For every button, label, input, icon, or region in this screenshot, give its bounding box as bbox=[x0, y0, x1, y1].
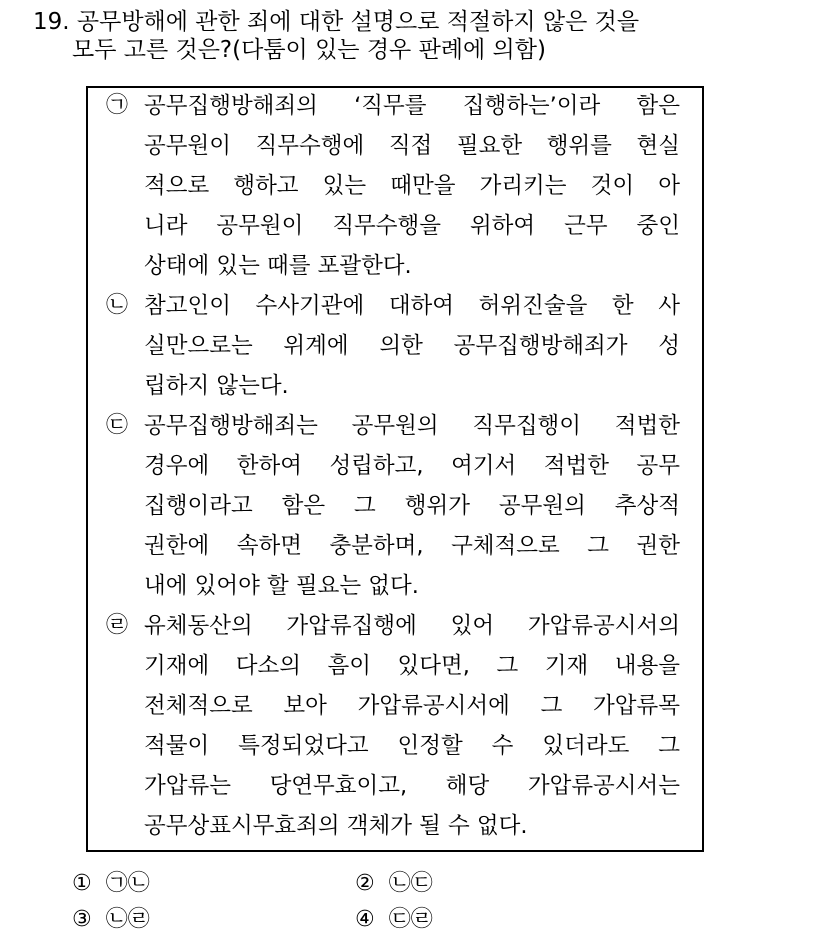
statement-line: 공무원이 직무수행에 직접 필요한 행위를 현실 bbox=[144, 133, 680, 159]
statement-line: 립하지 않는다. bbox=[144, 373, 289, 399]
choice-3[interactable] bbox=[72, 905, 150, 935]
statement-item bbox=[106, 286, 688, 406]
choice-answer: ㉡㉢ bbox=[388, 871, 433, 896]
statement-line: 니라 공무원이 직무수행을 위하여 근무 중인 bbox=[144, 213, 680, 239]
statement-line: 적으로 행하고 있는 때만을 가리키는 것이 아 bbox=[144, 173, 680, 199]
question-stem-text: 공무방해에 관한 죄에 대한 설명으로 적절하지 않은 것을 bbox=[76, 9, 640, 35]
choice-answer: ㉠㉡ bbox=[105, 871, 150, 896]
statement-item bbox=[106, 606, 688, 846]
choice-answer: ㉢㉣ bbox=[388, 907, 433, 932]
statement-marker: ㉠ bbox=[106, 93, 129, 118]
statement-line: 기재에 다소의 흠이 있다면, 그 기재 내용을 bbox=[144, 653, 680, 679]
choice-number: ④ bbox=[355, 907, 375, 932]
statement-line: 권한에 속하면 충분하며, 구체적으로 그 권한 bbox=[144, 533, 680, 559]
choice-2[interactable] bbox=[355, 869, 433, 899]
choice-answer: ㉡㉣ bbox=[105, 907, 150, 932]
statement-line: 상태에 있는 때를 포괄한다. bbox=[144, 253, 412, 279]
statement-line: 유체동산의 가압류집행에 있어 가압류공시서의 bbox=[144, 613, 680, 639]
statement-line: 경우에 한하여 성립하고, 여기서 적법한 공무 bbox=[144, 453, 680, 479]
question-stem-line-1 bbox=[33, 8, 639, 36]
statement-line: 전체적으로 보아 가압류공시서에 그 가압류목 bbox=[144, 693, 680, 719]
statement-line: 공무집행방해죄의 ‘직무를 집행하는’이라 함은 bbox=[144, 93, 680, 119]
choice-number: ① bbox=[72, 871, 92, 896]
statement-line: 공무상표시무효죄의 객체가 될 수 없다. bbox=[144, 813, 528, 839]
statement-marker: ㉡ bbox=[106, 293, 129, 318]
question-number: 19. bbox=[33, 9, 70, 35]
statement-marker: ㉣ bbox=[106, 613, 129, 638]
statement-marker: ㉢ bbox=[106, 413, 129, 438]
statement-line: 참고인이 수사기관에 대하여 허위진술을 한 사 bbox=[144, 293, 680, 319]
statements-box bbox=[86, 86, 704, 852]
statement-line: 집행이라고 함은 그 행위가 공무원의 추상적 bbox=[144, 493, 680, 519]
choice-number: ③ bbox=[72, 907, 92, 932]
statement-line: 적물이 특정되었다고 인정할 수 있더라도 그 bbox=[144, 733, 680, 759]
statement-item bbox=[106, 406, 688, 606]
statement-line: 내에 있어야 할 필요는 없다. bbox=[144, 573, 419, 599]
choice-1[interactable] bbox=[72, 869, 150, 899]
statement-line: 공무집행방해죄는 공무원의 직무집행이 적법한 bbox=[144, 413, 680, 439]
statement-line: 실만으로는 위계에 의한 공무집행방해죄가 성 bbox=[144, 333, 680, 359]
statement-item bbox=[106, 86, 688, 286]
choice-number: ② bbox=[355, 871, 375, 896]
question-stem-line-2: 모두 고른 것은?(다툼이 있는 경우 판례에 의함) bbox=[72, 37, 546, 63]
choice-4[interactable] bbox=[355, 905, 433, 935]
statement-line: 가압류는 당연무효이고, 해당 가압류공시서는 bbox=[144, 773, 680, 799]
